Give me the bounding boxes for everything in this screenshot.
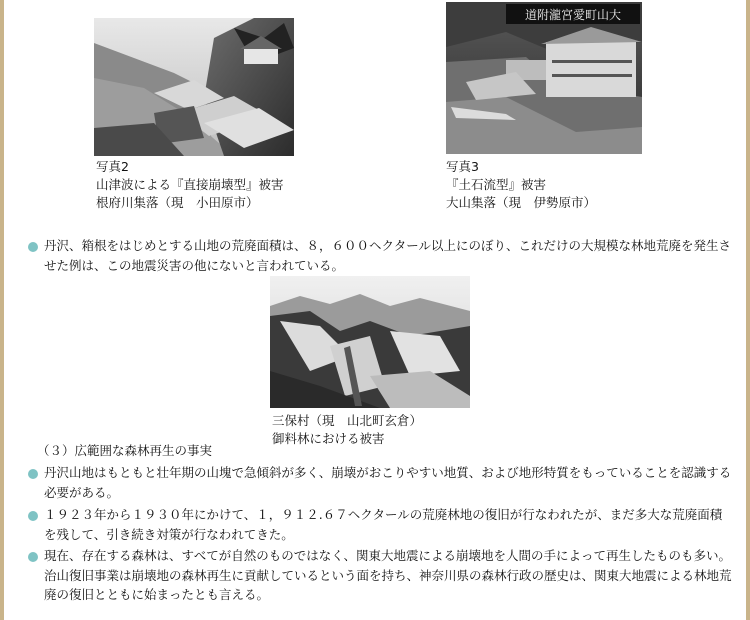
page-frame-right — [746, 0, 750, 620]
photo-mihomura-image — [270, 276, 470, 408]
section-heading: （３）広範囲な森林再生の事実 — [37, 443, 213, 458]
photo-number: 写真3 — [446, 159, 479, 174]
photo-oyama-village — [446, 2, 642, 154]
bullet-item — [32, 236, 732, 275]
photo-nebukawa-village — [94, 18, 294, 156]
photo-oyama-caption — [446, 158, 596, 212]
photo-mihomura-caption — [272, 412, 422, 448]
bullet-text: １９２３年から１９３０年にかけて、１，９１２.６７ヘクタールの荒廃林地の復旧が行なわれたが、まだ多大な荒廃面積を残して、引き続き対策が行なわれてきた。 — [44, 507, 723, 542]
damage-description: 御料林における被害 — [272, 431, 385, 446]
bullet-item — [32, 505, 732, 544]
location: 大山集落（現 伊勢原市） — [446, 195, 597, 210]
location: 三保村（現 山北町玄倉） — [272, 413, 423, 428]
photo-number: 写真2 — [96, 159, 129, 174]
bullet-item — [32, 463, 732, 502]
bullet-item — [32, 546, 732, 605]
bullet-text: 丹沢山地はもともと壮年期の山塊で急傾斜が多く、崩壊がおこりやすい地質、および地形特質をもっていることを認識する必要がある。 — [44, 465, 732, 500]
photo-oyama-image — [446, 2, 642, 154]
temple-sign-text: 道附瀧宮愛町山大 — [524, 8, 622, 22]
bullet-dot-icon — [28, 511, 38, 521]
photo-nebukawa-image — [94, 18, 294, 156]
bullet-text: 丹沢、箱根をはじめとする山地の荒廃面積は、８，６００ヘクタール以上にのぼり、これだけの大規模な林地荒廃を発生させた例は、この地震災害の他にないと言われている。 — [44, 238, 732, 273]
bullet-dot-icon — [28, 469, 38, 479]
photo-mihomura-forest — [270, 276, 470, 408]
photo-nebukawa-caption — [96, 158, 284, 212]
bullet-dot-icon — [28, 242, 38, 252]
bullet-text: 現在、存在する森林は、すべてが自然のものではなく、関東大地震による崩壊地を人間の手によって再生したものも多い。治山復旧事業は崩壊地の森林再生に貢献しているという面を持ち、神奈川県の森林行政の歴史は、関東大地震による林地荒廃の復旧とともに始まったとも言える。 — [44, 548, 732, 602]
bullet-dot-icon — [28, 552, 38, 562]
page-frame-left — [0, 0, 4, 620]
damage-type: 『土石流型』被害 — [446, 177, 547, 192]
location: 根府川集落（現 小田原市） — [96, 195, 259, 210]
damage-type: 山津波による『直接崩壊型』被害 — [96, 177, 284, 192]
